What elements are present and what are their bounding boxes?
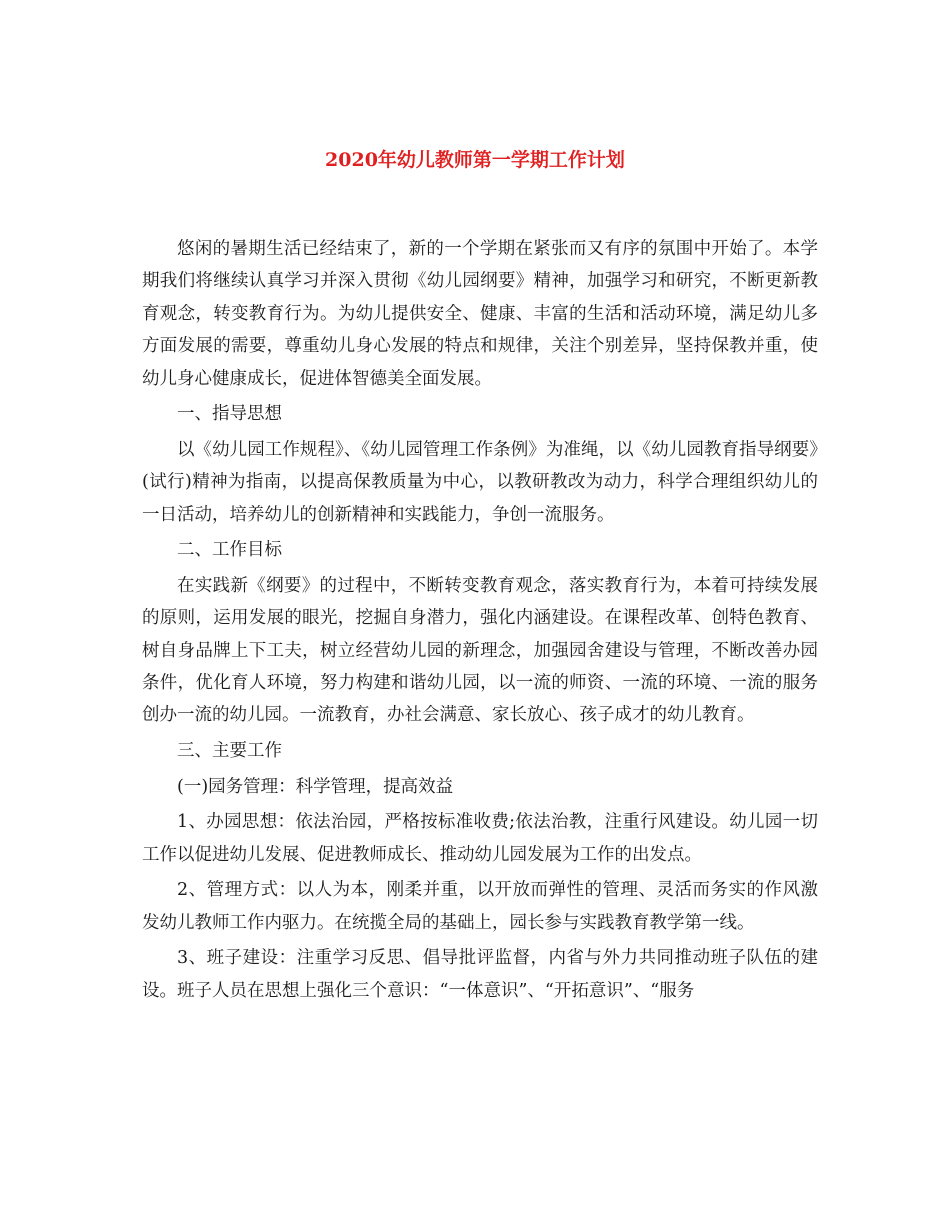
- document-title: 2020年幼儿教师第一学期工作计划: [325, 149, 625, 171]
- section-heading-work-goals: 二、工作目标: [177, 540, 282, 561]
- guiding-ideology-paragraph: 以《幼儿园工作规程》、《幼儿园管理工作条例》为准绳，以《幼儿园教育指导纲要》(试行)精神为指南，以提高保教质量为中心，以教研教改为动力，科学合理组织幼儿的一日活动，培养幼儿的创新精神和实践能力，争创一流服务。: [142, 439, 818, 525]
- item-paragraph-3: 3、班子建设：注重学习反思、倡导批评监督，内省与外力共同推动班子队伍的建设。班子人员在思想上强化三个意识：“一体意识”、“开拓意识”、“服务: [142, 948, 818, 1001]
- intro-paragraph: 悠闲的暑期生活已经结束了，新的一个学期在紧张而又有序的氛围中开始了。本学期我们将继续认真学习并深入贯彻《幼儿园纲要》精神，加强学习和研究，不断更新教育观念，转变教育行为。为幼儿提供安全、健康、丰富的生活和活动环境，满足幼儿多方面发展的需要，尊重幼儿身心发展的特点和规律，关注个别差异，坚持保教并重，使幼儿身心健康成长，促进体智德美全面发展。: [142, 239, 818, 389]
- section-heading-main-work: 三、主要工作: [177, 741, 282, 762]
- work-goals-paragraph: 在实践新《纲要》的过程中，不断转变教育观念，落实教育行为，本着可持续发展的原则，运用发展的眼光，挖掘自身潜力，强化内涵建设。在课程改革、创特色教育、树自身品牌上下工夫，树立经营幼儿园的新理念，加强园舍建设与管理，不断改善办园条件，优化育人环境，努力构建和谐幼儿园，以一流的师资、一流的环境、一流的服务创办一流的幼儿园。一流教育，办社会满意、家长放心、孩子成才的幼儿教育。: [142, 575, 818, 726]
- document-body: [142, 233, 818, 1010]
- section-heading-guiding-ideology: 一、指导思想: [177, 404, 282, 425]
- item-paragraph-2: 2、管理方式：以人为本，刚柔并重，以开放而弹性的管理、灵活而务实的作风激发幼儿教师工作内驱力。在统揽全局的基础上，园长参与实践教育教学第一线。: [142, 880, 818, 933]
- item-paragraph-1: 1、办园思想：依法治园，严格按标准收费;依法治教，注重行风建设。幼儿园一切工作以促进幼儿发展、促进教师成长、推动幼儿园发展为工作的出发点。: [142, 812, 818, 865]
- subsection-heading-management: (一)园务管理：科学管理，提高效益: [177, 776, 454, 797]
